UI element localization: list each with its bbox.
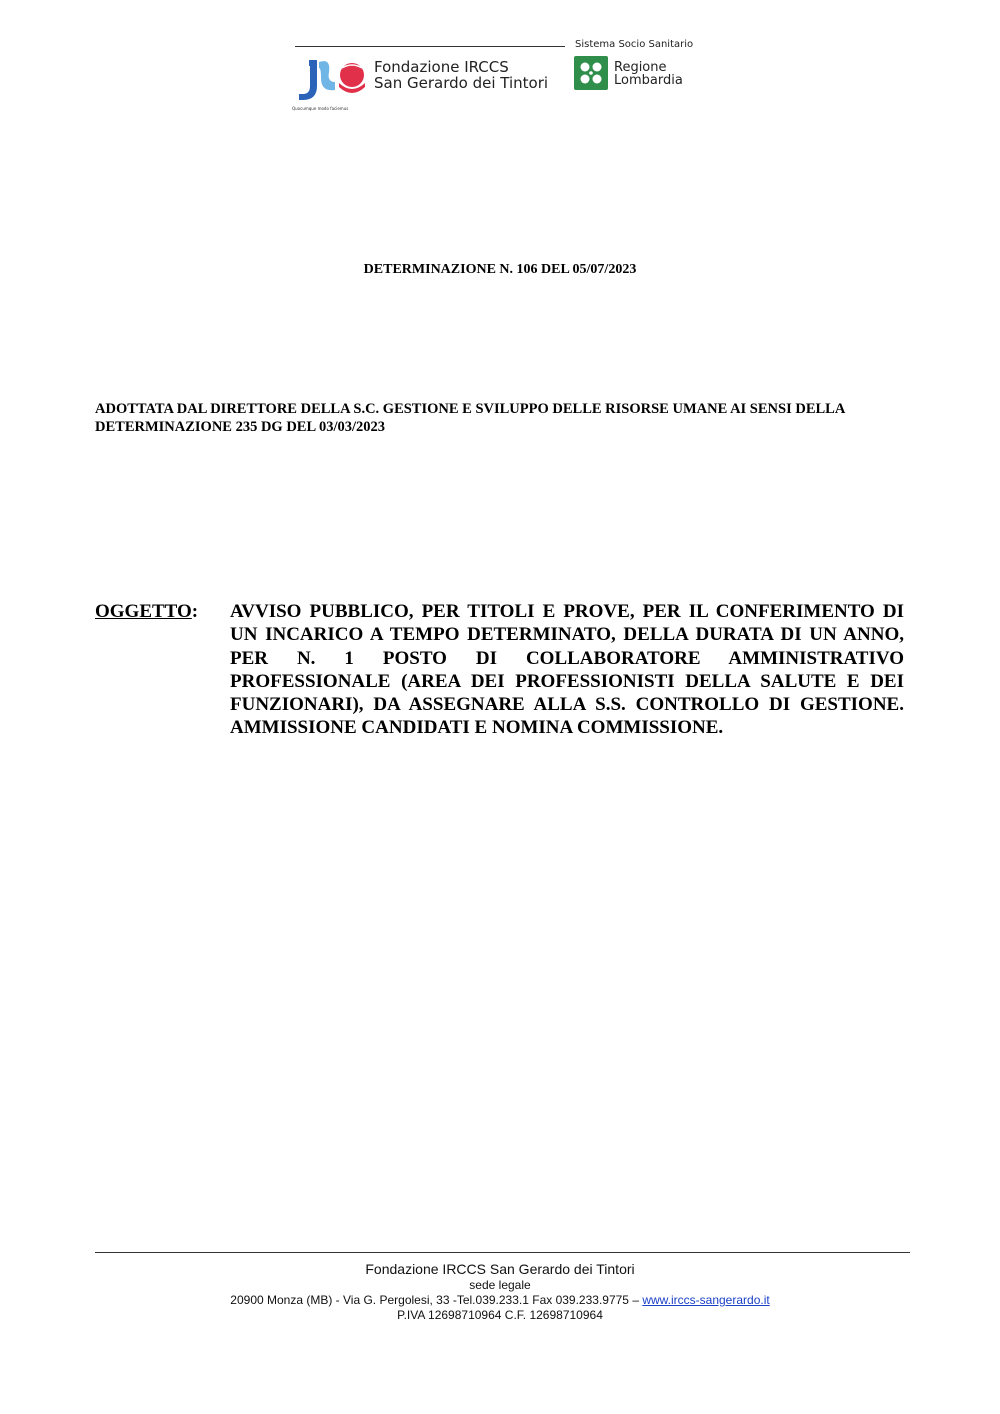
determination-title: DETERMINAZIONE N. 106 DEL 05/07/2023 <box>363 262 637 277</box>
footer-address-line <box>0 1293 1000 1308</box>
footer-address: 20900 Monza (MB) - Via G. Pergolesi, 33 -Tel.039.233.1 Fax 039.233.9775 – <box>230 1293 643 1307</box>
foundation-name-line1: Fondazione IRCCS <box>374 58 509 76</box>
subject-label-text: OGGETTO <box>95 601 192 622</box>
subject-label-colon: : <box>191 601 199 622</box>
region-name-line2: Lombardia <box>614 73 683 88</box>
footer-org-name: Fondazione IRCCS San Gerardo dei Tintori <box>365 1261 635 1277</box>
foundation-logo-icon <box>295 56 365 106</box>
foundation-name <box>374 59 548 91</box>
footer <box>0 1260 1000 1323</box>
region-name-line1: Regione <box>614 60 667 75</box>
letterhead <box>290 38 710 111</box>
adopted-by-statement: ADOTTATA DAL DIRETTORE DELLA S.C. GESTIONE E SVILUPPO DELLE RISORSE UMANE AI SENSI DELLA DETERMINAZIONE 235 DG DEL 03/03/2023 <box>95 401 845 435</box>
footer-seat: sede legale <box>469 1278 531 1292</box>
header-rule <box>295 46 565 47</box>
foundation-name-line2: San Gerardo dei Tintori <box>374 74 549 92</box>
subject-label <box>95 600 198 623</box>
foundation-motto: Quocumque modo faciemus <box>292 106 349 111</box>
footer-rule <box>95 1252 910 1253</box>
footer-tax-ids: P.IVA 12698710964 C.F. 12698710964 <box>397 1308 603 1322</box>
footer-website-link[interactable]: www.irccs-sangerardo.it <box>642 1293 770 1307</box>
system-label: Sistema Socio Sanitario <box>575 39 694 50</box>
regione-lombardia-logo-icon <box>574 56 608 90</box>
region-name <box>614 61 683 87</box>
subject-text: AVVISO PUBBLICO, PER TITOLI E PROVE, PER IL CONFERIMENTO DI UN INCARICO A TEMPO DETERMINATO, DELLA DURATA DI UN ANNO, PER N. 1 POSTO DI COLLABORATORE AMMINISTRATIVO PROFESSIONALE (AREA DEI PROFESSIONISTI DELLA SALUTE E DEI FUNZIONARI), DA ASSEGNARE ALLA S.S. CONTROLLO DI GESTIONE. AMMISSIONE CANDIDATI E NOMINA COMMISSIONE. <box>230 601 904 739</box>
